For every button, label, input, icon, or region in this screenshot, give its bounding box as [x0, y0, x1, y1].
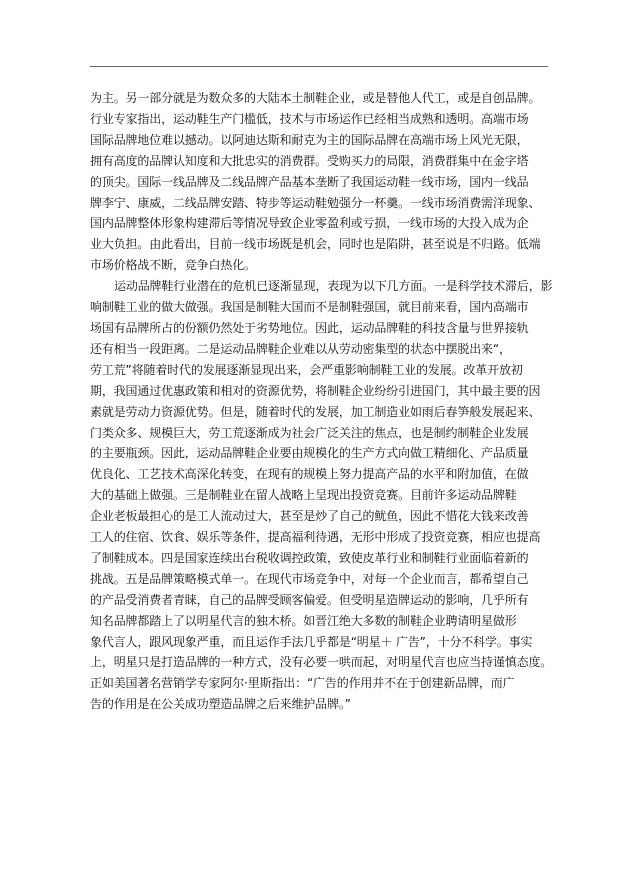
- text-line: 的主要瓶颈。因此，运动品牌鞋企业要由规模化的生产方式向做工精细化、产品质量: [90, 446, 529, 461]
- text-line: 劳工荒”将随着时代的发展逐渐显现出来，会严重影响制鞋工业的发展。改革开放初: [90, 362, 523, 377]
- document-body: [90, 88, 560, 715]
- text-line: 的顶尖。国际一线品牌及二线品牌产品基本垄断了我国运动鞋一线市场，国内一线品: [90, 174, 529, 189]
- text-line: 上，明星只是打造品牌的一种方式，没有必要一哄而起，对明星代言也应当持谨慎态度。: [90, 655, 553, 670]
- text-line: 知名品牌都踏上了以明星代言的独木桥。如晋江绝大多数的制鞋企业聘请明星做形: [90, 613, 517, 628]
- text-line: 告的作用是在公关成功塑造品牌之后来维护品牌。”: [90, 697, 351, 712]
- text-line: 象代言人，跟风现象严重，而且运作手法几乎都是“明星＋ 广告”，十分不科学。事实: [90, 634, 533, 649]
- text-line: 大的基础上做强。三是制鞋业在留人战略上呈现出投资竞赛。目前许多运动品牌鞋: [90, 488, 517, 503]
- paragraph-2: [90, 276, 560, 715]
- text-line-indented: 运动品牌鞋行业潜在的危机已逐渐显现，表现为以下几方面。一是科学技术滞后，影: [114, 279, 553, 294]
- text-line: 优良化、工艺技术高深化转变，在现有的规模上努力提高产品的水平和附加值，在做: [90, 467, 529, 482]
- text-line: 的产品受消费者青睐，自己的品牌受顾客偏爱。但受明星造牌运动的影响，几乎所有: [90, 592, 529, 607]
- text-line: 还有相当一段距离。二是运动品牌鞋企业难以从劳动密集型的状态中摆脱出来“，: [90, 341, 511, 356]
- text-line: 期，我国通过优惠政策和相对的资源优势，将制鞋企业纷纷引进国门，其中最主要的因: [90, 383, 541, 398]
- text-line: 了制鞋成本。四是国家连续出台税收调控政策，致使皮革行业和制鞋行业面临着新的: [90, 550, 529, 565]
- text-line: 门类众多、规模巨大，劳工荒逐渐成为社会广泛关注的焦点，也是制约制鞋企业发展: [90, 425, 529, 440]
- text-line: 响制鞋工业的做大做强。我国是制鞋大国而不是制鞋强国，就目前来看，国内高端市: [90, 300, 529, 315]
- text-line: 牌李宁、康威，二线品牌安踏、特步等运动鞋勉强分一杯羹。一线市场消费需洋现象、: [90, 195, 541, 210]
- text-line: 挑战。五是品牌策略模式单一。在现代市场竞争中，对每一个企业而言，都希望自己: [90, 571, 529, 586]
- paragraph-1: [90, 88, 560, 276]
- text-line: 为主。另一部分就是为数众多的大陆本土制鞋企业，或是替他人代工，或是自创品牌。: [90, 91, 541, 105]
- text-line: 行业专家指出，运动鞋生产门槛低，技术与市场运作已经相当成熟和透明。高端市场: [90, 111, 529, 126]
- text-line: 企业老板最担心的是工人流动过大，甚至是炒了自己的鱿鱼，因此不惜花大钱来改善: [90, 509, 529, 524]
- text-line: 正如美国著名营销学专家阿尔·里斯指出：“广告的作用并不在于创建新品牌，而广: [90, 676, 515, 691]
- text-line: 工人的住宿、饮食、娱乐等条件，提高福利待遇，无形中形成了投资竞赛，相应也提高: [90, 530, 541, 545]
- text-line: 国际品牌地位难以撼动。以阿迪达斯和耐克为主的国际品牌在高端市场上风光无限，: [90, 132, 529, 147]
- text-line: 国内品牌整体形象构建滞后等情况导致企业零盈利或亏损，一线市场的大投入成为企: [90, 216, 529, 231]
- text-line: 业大负担。由此看出，目前一线市场既是机会，同时也是陷阱，甚至说是不归路。低端: [90, 237, 541, 252]
- text-line: 市场价格战不断，竞争白热化。: [90, 258, 256, 273]
- text-line: 拥有高度的品牌认知度和大批忠实的消费群。受购买力的局限，消费群集中在金字塔: [90, 153, 529, 168]
- header-rule: [90, 66, 548, 67]
- text-line: 场国有品牌所占的份额仍然处于劣势地位。因此，运动品牌鞋的科技含量与世界接轨: [90, 320, 529, 335]
- text-line: 素就是劳动力资源优势。但是，随着时代的发展，加工制造业如雨后春笋般发展起来、: [90, 404, 541, 419]
